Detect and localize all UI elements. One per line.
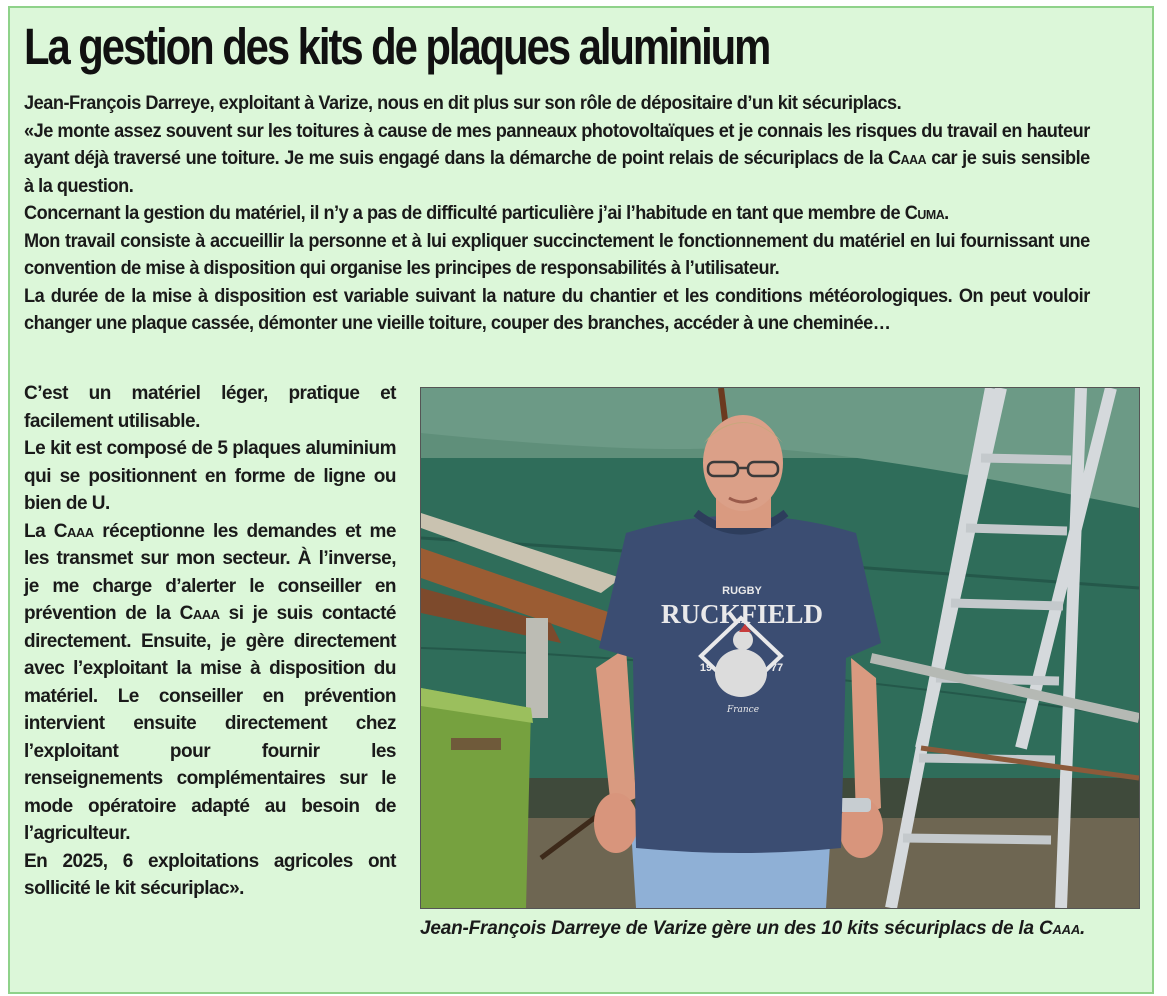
article-intro-block xyxy=(24,90,1090,338)
org-name-caaa: Caaa xyxy=(53,520,94,542)
quote-p1-text-b: car je suis sensible à la question. xyxy=(24,148,1090,197)
quote-p1-text-a: «Je monte assez souvent sur les toitures à cause de mes panneaux photovoltaïques et je connais les risques du travail en hauteur ayant déjà traversé une toiture. Je me suis engagé dans la démarche de point relais de sécuriplacs de la xyxy=(24,120,1090,169)
shirt-print-rugby: RUGBY xyxy=(722,585,762,597)
intro-paragraph: Jean-François Darreye, exploitant à Varize, nous en dit plus sur son rôle de dépositaire d’un kit sécuriplacs. xyxy=(24,93,902,114)
left-paragraph-4: En 2025, 6 exploitations agricoles ont sollicité le kit sécuriplac». xyxy=(24,850,396,899)
quote-paragraph-3: Mon travail consiste à accueillir la personne et à lui expliquer succinctement le fonctionnement du matériel en lui fournissant une convention de mise à disposition qui organise les principes de responsabilités à l’utilisateur. xyxy=(24,230,1090,279)
left-column xyxy=(24,380,396,903)
left-p3-text-b: réceptionne les demandes et me les transmet sur mon secteur. À l’inverse, je me charge d’alerter le conseiller en prévention de la xyxy=(24,520,396,624)
caption-text-b: . xyxy=(1080,918,1086,939)
org-name-caaa: Caaa xyxy=(179,603,220,624)
left-paragraph-2: Le kit est composé de 5 plaques aluminium qui se positionnent en forme de ligne ou bien de U. xyxy=(24,438,396,514)
article-title: La gestion des kits de plaques aluminium xyxy=(24,18,770,75)
left-p3-text-c: si je suis contacté directement. Ensuite, je gère directement avec l’exploitant la mise à disposition du matériel. Le conseiller en prévention intervient ensuite directement chez l’exploitant pour fournir les renseignements complémentaires sur le mode opératoire adapté au besoin de l’agriculteur. xyxy=(24,603,396,844)
caption-text-a: Jean-François Darreye de Varize gère un des 10 kits sécuriplacs de la xyxy=(420,918,1039,939)
org-name-caaa: Caaa xyxy=(888,148,927,169)
shirt-print-country: France xyxy=(726,705,760,715)
quote-paragraph-1 xyxy=(24,118,1090,201)
shirt-print-year-a: 19 xyxy=(699,662,713,674)
quote-p2-text-a: Concernant la gestion du matériel, il n’y a pas de difficulté particulière j’ai l’habitude en tant que membre de xyxy=(24,203,905,224)
quote-p2-text-b: . xyxy=(944,203,949,224)
quote-paragraph-2 xyxy=(24,200,1090,228)
article-frame xyxy=(8,6,1154,994)
shirt-print-year-b: 77 xyxy=(770,662,784,674)
left-p3-text-a: La xyxy=(24,520,54,542)
org-name-caaa: Caaa xyxy=(1038,918,1081,939)
quote-paragraph-4: La durée de la mise à disposition est variable suivant la nature du chantier et les conditions météorologiques. On peut vouloir changer une plaque cassée, démonter une vieille toiture, couper des branches, accéder à une cheminée… xyxy=(24,285,1090,334)
article-photo xyxy=(420,387,1140,909)
left-paragraph-3 xyxy=(24,518,396,848)
shirt-print-brand: RUCKFIELD xyxy=(660,599,824,629)
photo-caption xyxy=(420,916,1140,942)
org-name-cuma: Cuma xyxy=(904,203,945,224)
left-paragraph-1: C’est un matériel léger, pratique et facilement utilisable. xyxy=(24,383,396,432)
